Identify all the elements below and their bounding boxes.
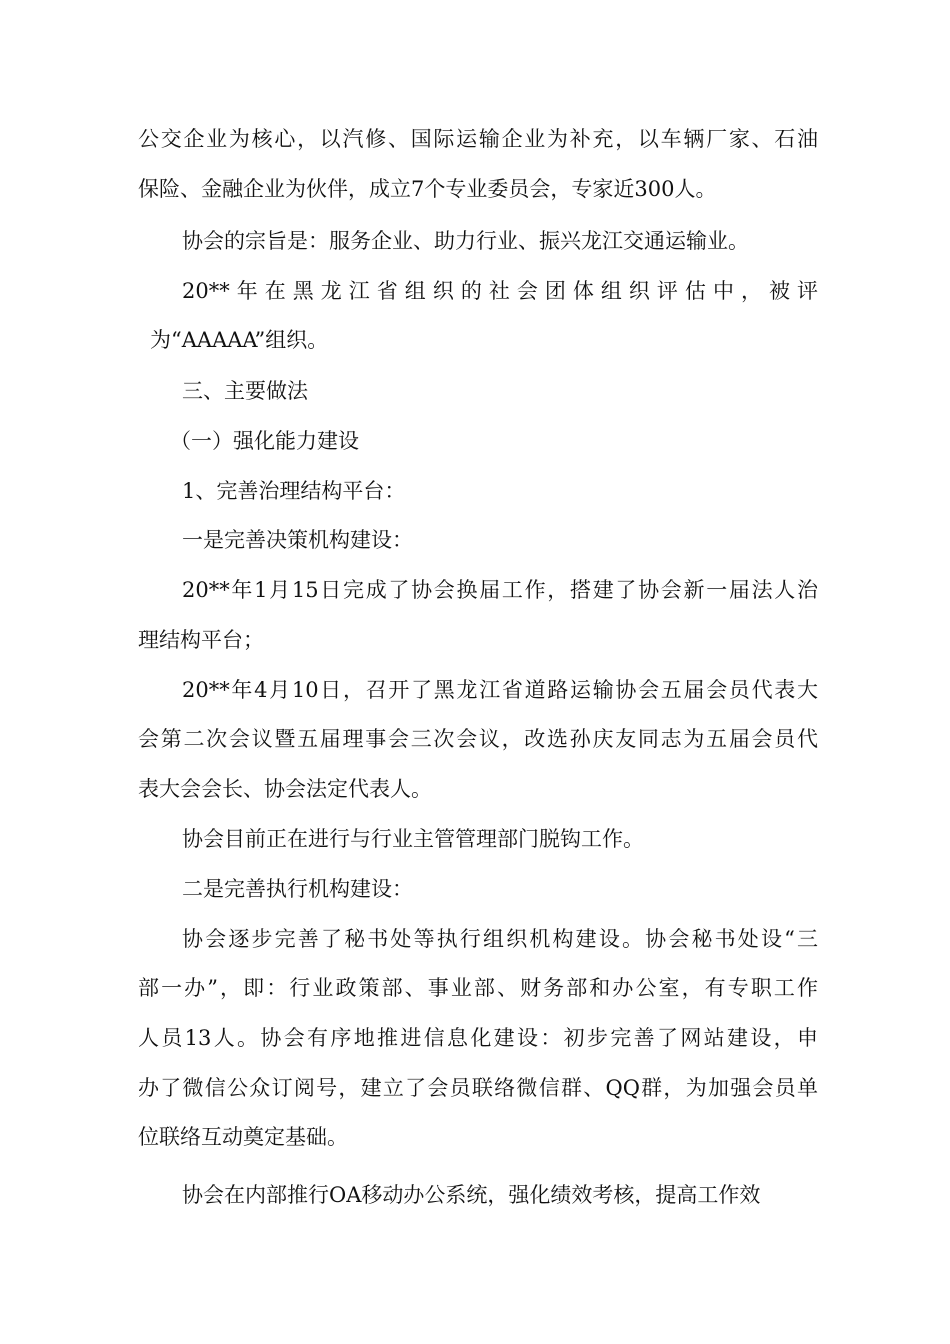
subsection-heading: （一）强化能力建设: [170, 429, 359, 453]
text-line: 20**年4月10日，召开了黑龙江省道路运输协会五届会员代表大: [182, 678, 818, 702]
item-heading: 二是完善执行机构建设：: [182, 877, 413, 901]
text-line: 表大会会长、协会法定代表人。: [138, 777, 432, 801]
text-line: 协会目前正在进行与行业主管管理部门脱钩工作。: [182, 827, 644, 851]
text-line: 理结构平台；: [138, 628, 264, 652]
text-line: 保险、金融企业为伙伴，成立7个专业委员会，专家近300人。: [138, 177, 717, 201]
text-line: 办了微信公众订阅号，建立了会员联络微信群、QQ群，为加强会员单: [138, 1076, 818, 1100]
text-line: 人员13人。协会有序地推进信息化建设：初步完善了网站建设，申: [138, 1026, 818, 1050]
text-line: 协会在内部推行OA移动办公系统，强化绩效考核，提高工作效: [182, 1183, 761, 1207]
item-heading: 一是完善决策机构建设：: [182, 528, 413, 552]
section-heading: 三、主要做法: [182, 379, 308, 403]
text-line: 20**年在黑龙江省组织的社会团体组织评估中，被评: [182, 279, 818, 303]
text-line: 协会的宗旨是：服务企业、助力行业、振兴龙江交通运输业。: [182, 229, 749, 253]
text-line: 20**年1月15日完成了协会换届工作，搭建了协会新一届法人治: [182, 578, 818, 602]
text-line: 位联络互动奠定基础。: [138, 1125, 348, 1149]
text-line: 公交企业为核心，以汽修、国际运输企业为补充，以车辆厂家、石油: [138, 127, 818, 151]
text-line: 协会逐步完善了秘书处等执行组织机构建设。协会秘书处设“三: [182, 927, 818, 951]
text-line: 为“AAAAA”组织。: [150, 328, 329, 352]
text-line: 部一办”，即：行业政策部、事业部、财务部和办公室，有专职工作: [138, 976, 818, 1000]
item-heading: 1、完善治理结构平台：: [182, 479, 406, 503]
text-line: 会第二次会议暨五届理事会三次会议，改选孙庆友同志为五届会员代: [138, 727, 818, 751]
